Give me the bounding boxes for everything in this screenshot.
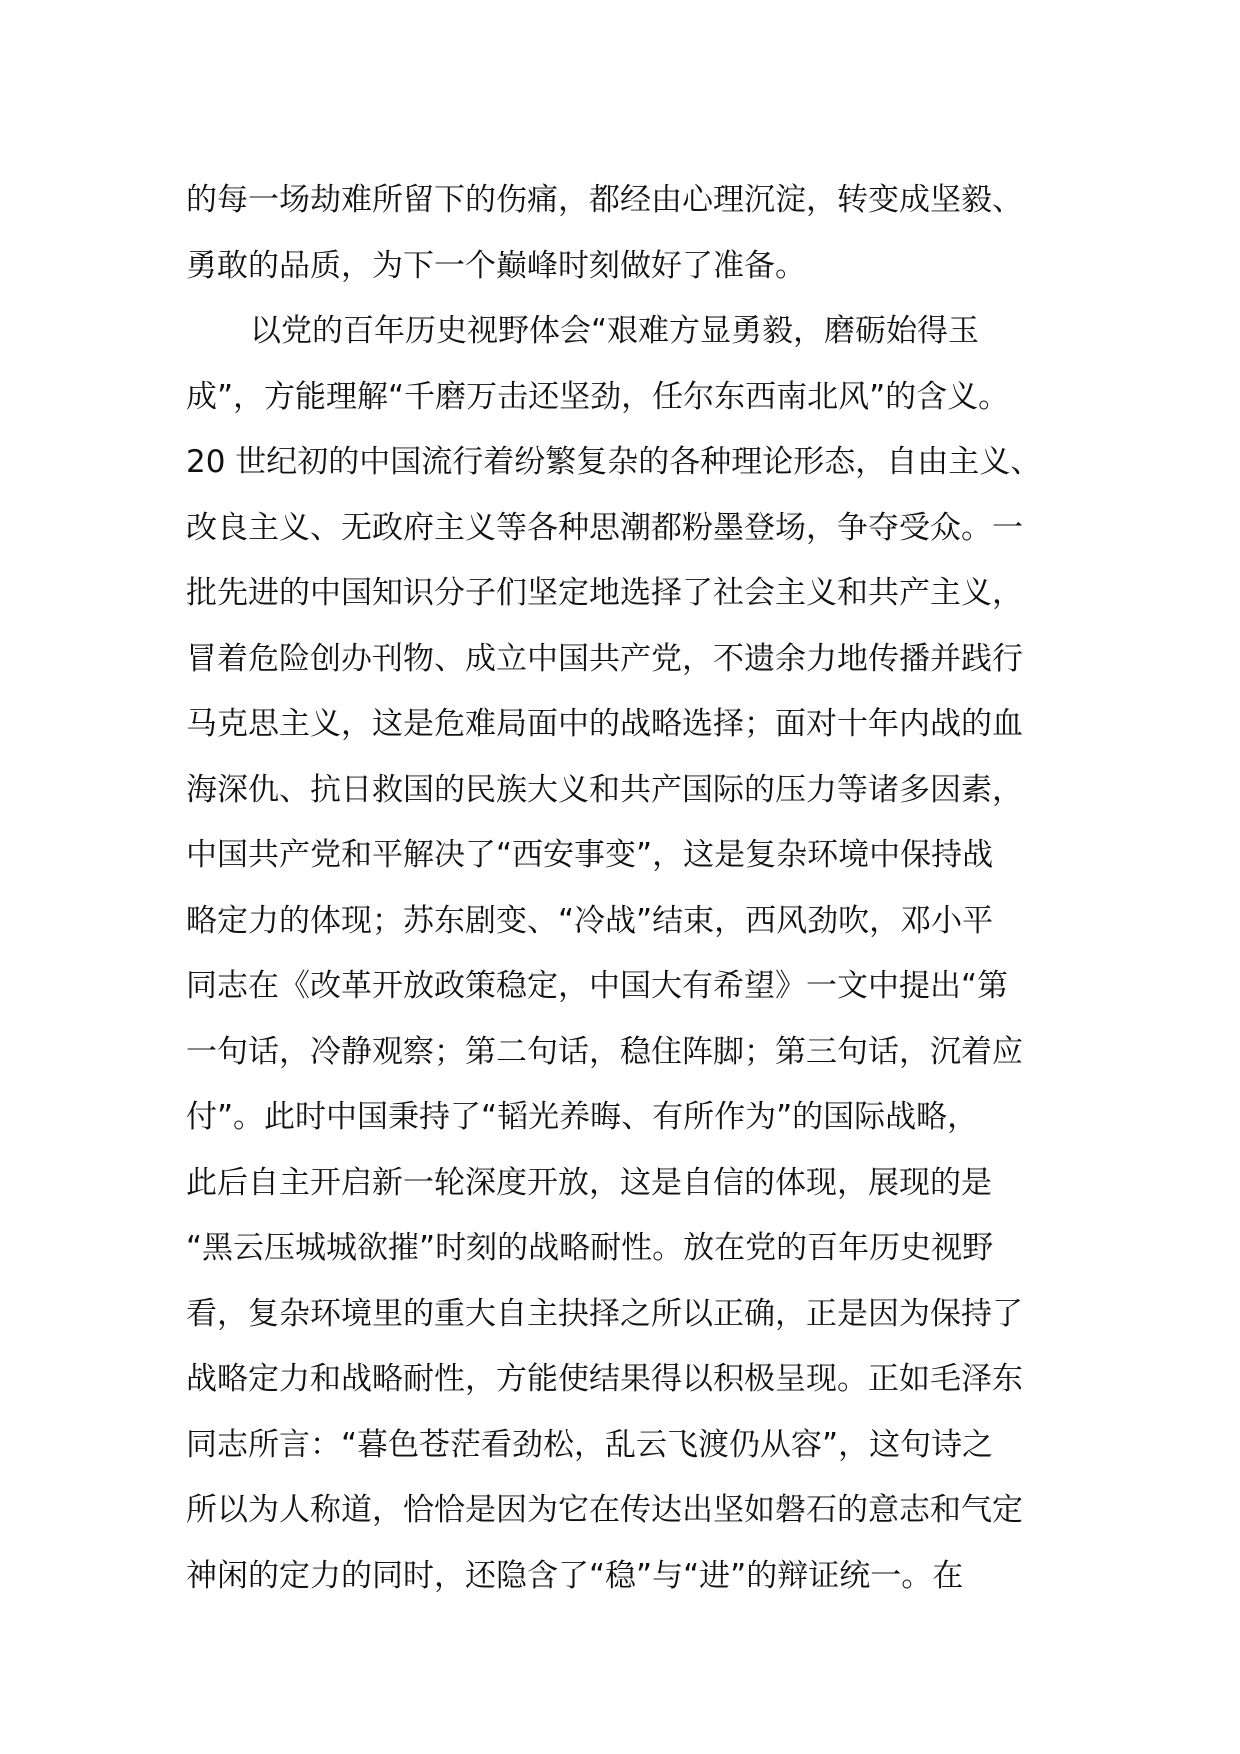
- text-line: 一句话，冷静观察；第二句话，稳住阵脚；第三句话，沉着应: [186, 1033, 1023, 1070]
- text-line: 改良主义、无政府主义等各种思潮都粉墨登场，争夺受众。一: [186, 509, 1023, 546]
- text-line: 20 世纪初的中国流行着纷繁复杂的各种理论形态，自由主义、: [186, 444, 1042, 480]
- text-line: 此后自主开启新一轮深度开放，这是自信的体现，展现的是: [186, 1164, 992, 1201]
- text-line: 马克思主义，这是危难局面中的战略选择；面对十年内战的血: [186, 706, 1023, 742]
- text-line: 神闲的定力的同时，还隐含了“稳”与“进”的辩证统一。在: [186, 1557, 964, 1594]
- text-line: “黑云压城城欲摧”时刻的战略耐性。放在党的百年历史视野: [186, 1230, 994, 1266]
- text-line: 付”。此时中国秉持了“韬光养晦、有所作为”的国际战略，: [186, 1099, 979, 1135]
- text-line: 略定力的体现；苏东剧变、“冷战”结束，西风劲吹，邓小平: [186, 902, 994, 939]
- text-line: 中国共产党和平解决了“西安事变”，这是复杂环境中保持战: [186, 837, 994, 873]
- text-line: 所以为人称道，恰恰是因为它在传达出坚如磐石的意志和气定: [186, 1492, 1023, 1528]
- paragraph-first-line: 以党的百年历史视野体会“艰难方显勇毅，磨砺始得玉: [250, 313, 980, 349]
- text-line: 的每一场劫难所留下的伤痛，都经由心理沉淀，转变成坚毅、: [186, 182, 1023, 218]
- text-line: 海深仇、抗日救国的民族大义和共产国际的压力等诸多因素，: [186, 771, 1023, 808]
- text-line: 勇敢的品质，为下一个巅峰时刻做好了准备。: [186, 247, 806, 284]
- text-line: 冒着危险创办刊物、成立中国共产党，不遗余力地传播并践行: [186, 640, 1023, 677]
- text-line: 看，复杂环境里的重大自主抉择之所以正确，正是因为保持了: [186, 1295, 1023, 1332]
- text-line: 批先进的中国知识分子们坚定地选择了社会主义和共产主义，: [186, 575, 1023, 611]
- text-line: 同志在《改革开放政策稳定，中国大有希望》一文中提出“第: [186, 968, 1009, 1004]
- body-text: [186, 168, 1066, 1609]
- text-line: 同志所言：“暮色苍茫看劲松，乱云飞渡仍从容”，这句诗之: [186, 1426, 994, 1463]
- text-line: 战略定力和战略耐性，方能使结果得以积极呈现。正如毛泽东: [186, 1361, 1023, 1397]
- text-line: 成”，方能理解“千磨万击还坚劲，任尔东西南北风”的含义。: [186, 378, 1010, 415]
